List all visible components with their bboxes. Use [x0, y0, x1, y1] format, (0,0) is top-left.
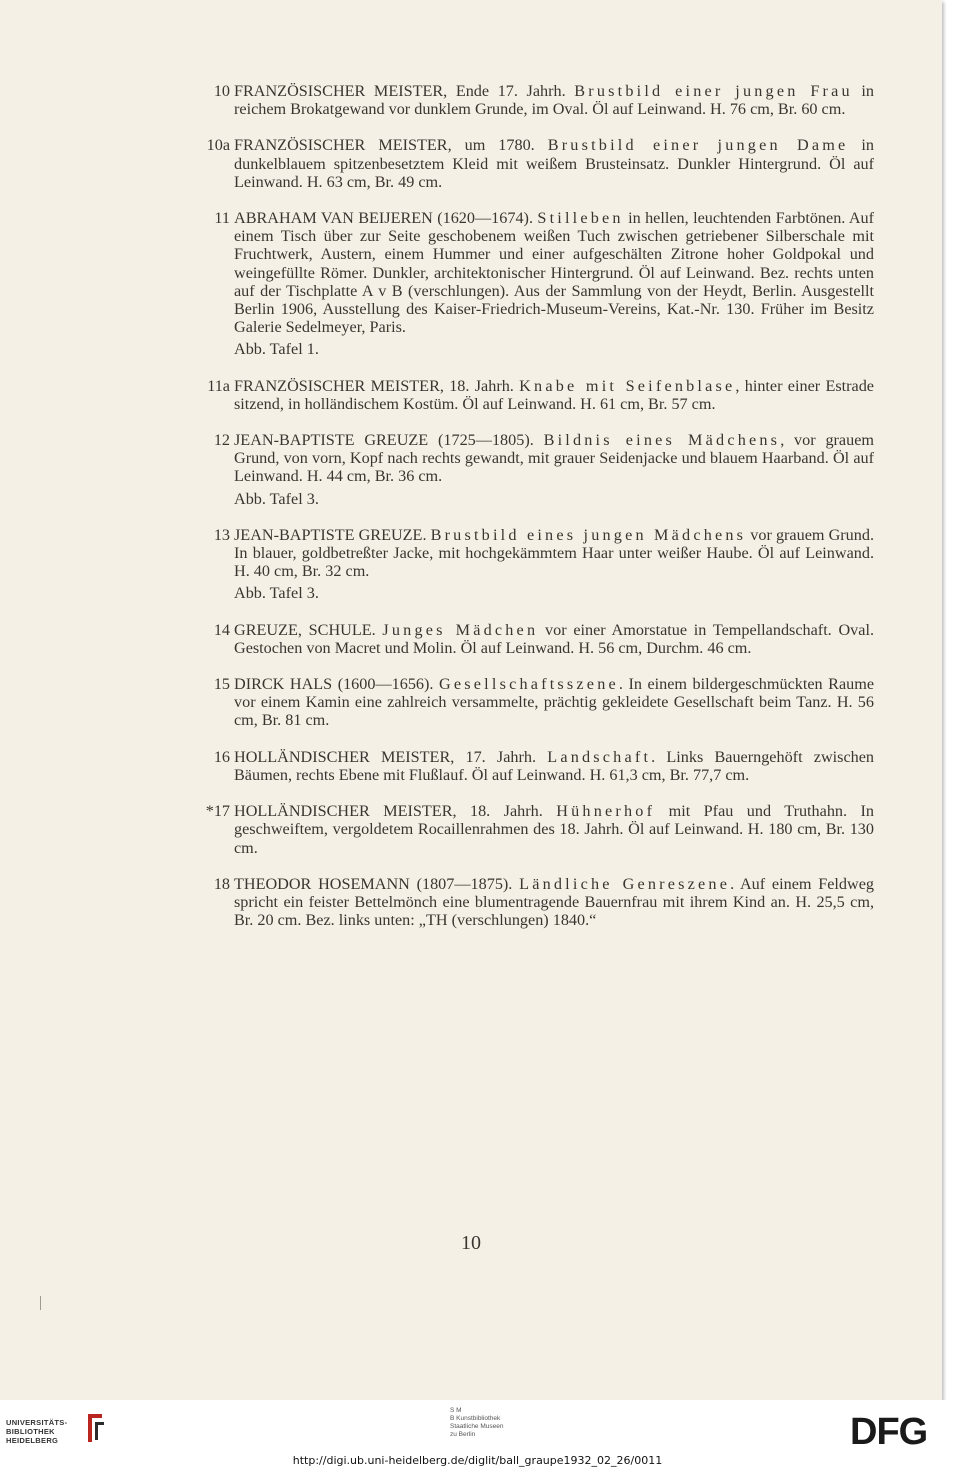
entry-number: 10a [206, 136, 230, 155]
entry-number: 16 [213, 747, 230, 766]
catalog-entries [200, 82, 874, 947]
dfg-logo: DFG [850, 1411, 928, 1453]
viewer-footer [0, 1400, 955, 1468]
entry-number: 15 [213, 675, 230, 694]
catalog-entry [200, 526, 874, 603]
catalog-entry [200, 748, 874, 784]
entry-artist: FRANZÖSISCHER MEISTER, um 1780. [234, 136, 548, 155]
entry-description: mit Pfau und Truthahn. In geschweiftem, vergoldetem Rocaillenrahmen des 18. Jahrh. Öl auf Leinwand. H. 180 cm, Br. 130 cm. [234, 802, 874, 857]
entry-title: Landschaft [547, 747, 652, 766]
entry-artist: DIRCK HALS (1600—1656). [234, 675, 440, 694]
entry-description: . Auf einem Feldweg spricht ein feister Bettelmönch eine blumentragende Bauernfrau mit ihrem Kind an. H. 25,5 cm, Br. 20 cm. Bez. links unten: „TH (verschlungen) 1840.“ [234, 874, 874, 930]
entry-title: Stilleben [537, 209, 624, 228]
entry-artist: JEAN-BAPTISTE GREUZE (1725—1805). [234, 431, 544, 450]
entry-description: , vor grauem Grund, von vorn, Kopf nach rechts gewandt, mit grauer Seidenjacke und blauem Haarband. Öl auf Leinwand. H. 44 cm, Br. 36 cm. [234, 431, 874, 486]
entry-artist: FRANZÖSISCHER MEISTER, 18. Jahrh. [234, 376, 520, 395]
university-logo-icon [82, 1410, 108, 1446]
entry-number: 12 [213, 431, 230, 450]
catalog-entry [200, 209, 874, 359]
entry-artist: HOLLÄNDISCHER MEISTER, 18. Jahrh. [234, 802, 557, 821]
entry-title: Knabe mit Seifenblase [519, 376, 736, 395]
entry-title: Bildnis eines Mädchens [543, 431, 781, 450]
entry-plate-reference: Abb. Tafel 3. [234, 584, 319, 603]
page-number: 10 [461, 1232, 481, 1254]
entry-artist: FRANZÖSISCHER MEISTER, Ende 17. Jahrh. [234, 82, 575, 100]
source-url[interactable]: http://digi.ub.uni-heidelberg.de/diglit/ball_graupe1932_02_26/0011 [292, 1454, 663, 1467]
library-name: UNIVERSITÄTS- BIBLIOTHEK HEIDELBERG [6, 1418, 68, 1445]
entry-number: 14 [213, 620, 230, 639]
entry-artist: THEODOR HOSEMANN (1807—1875). [234, 874, 520, 893]
entry-description: in dunkelblauem spitzenbesetztem Kleid mit weißem Brusteinsatz. Dunkler Hintergrund. Öl auf Leinwand. H. 63 cm, Br. 49 cm. [234, 136, 874, 191]
catalog-entry [200, 136, 874, 191]
catalog-entry [200, 82, 874, 118]
entry-number: 11 [214, 209, 230, 228]
entry-title: Brustbild einer jungen Frau [574, 82, 853, 100]
entry-title: Hühnerhof [556, 802, 656, 821]
entry-number: 13 [213, 525, 230, 544]
entry-artist: GREUZE, SCHULE. [234, 620, 383, 639]
entry-title: Brustbild einer jungen Dame [547, 136, 849, 155]
catalog-entry [200, 802, 874, 857]
entry-title: Junges Mädchen [382, 620, 539, 639]
entry-plate-reference: Abb. Tafel 3. [234, 489, 319, 508]
entry-title: Gesellschaftsszene [439, 675, 619, 694]
entry-artist: ABRAHAM VAN BEIJEREN (1620—1674). [234, 209, 538, 228]
entry-number: 11a [207, 376, 230, 395]
museum-stamp: S M B Kunstbibliothek Staatliche Museen zu Berlin [450, 1407, 504, 1438]
entry-description: vor einer Amorstatue in Tempellandschaft. Oval. Gestochen von Macret und Molin. Öl auf Leinwand. H. 56 cm, Durchm. 46 cm. [234, 620, 874, 657]
entry-title: Brustbild eines jungen Mädchens [430, 525, 747, 544]
catalog-entry [200, 377, 874, 413]
entry-number: 10 [213, 82, 230, 100]
entry-description: in hellen, leuchtenden Farbtönen. Auf einem Tisch über zur Seite geschobenem weißen Tuch zwischen getriebener Silberschale mit Fruchtwerk, Austern, einem Hummer und einer aufgeschälten Zitrone hoher Goldpokal und weingefüllte Römer. Dunkler, architektonischer Hintergrund. Öl auf Leinwand. Bez. rechts unten auf der Tischplatte A v B (verschlungen). Aus der Sammlung von der Heydt, Berlin. Ausgestellt Berlin 1906, Ausstellung des Kaiser-Friedrich-Museum-Vereins, Kat.-Nr. 130. Früher im Besitz Galerie Sedelmeyer, Paris. [234, 209, 874, 337]
entry-description: in reichem Brokatgewand vor dunklem Grunde, im Oval. Öl auf Leinwand. H. 76 cm, Br. 60 cm. [234, 82, 875, 119]
catalog-entry [200, 675, 874, 730]
entry-plate-reference: Abb. Tafel 1. [234, 340, 319, 359]
entry-number: *17 [205, 802, 230, 821]
entry-description: vor grauem Grund. In blauer, goldbetreßter Jacke, mit hochgekämmtem Haar unter weißer Haube. Öl auf Leinwand. H. 40 cm, Br. 32 cm. [234, 525, 874, 581]
entry-description: . In einem bildergeschmückten Raume vor einem Kamin eine zahlreich versammelte, prächtig gekleidete Gesellschaft beim Tanz. H. 56 cm, Br. 81 cm. [234, 675, 875, 730]
entry-number: 18 [213, 874, 230, 893]
catalog-entry [200, 621, 874, 657]
entry-description: . Links Bauerngehöft zwischen Bäumen, rechts Ebene mit Flußlauf. Öl auf Leinwand. H. 61,3 cm, Br. 77,7 cm. [234, 747, 874, 784]
entry-description: , hinter einer Estrade sitzend, in holländischem Kostüm. Öl auf Leinwand. H. 61 cm, Br. 57 cm. [234, 376, 874, 413]
entry-title: Ländliche Genreszene [519, 874, 731, 893]
margin-mark [40, 1296, 41, 1310]
entry-artist: JEAN-BAPTISTE GREUZE. [234, 525, 431, 544]
catalog-entry [200, 431, 874, 508]
entry-artist: HOLLÄNDISCHER MEISTER, 17. Jahrh. [234, 747, 548, 766]
catalog-entry [200, 875, 874, 930]
